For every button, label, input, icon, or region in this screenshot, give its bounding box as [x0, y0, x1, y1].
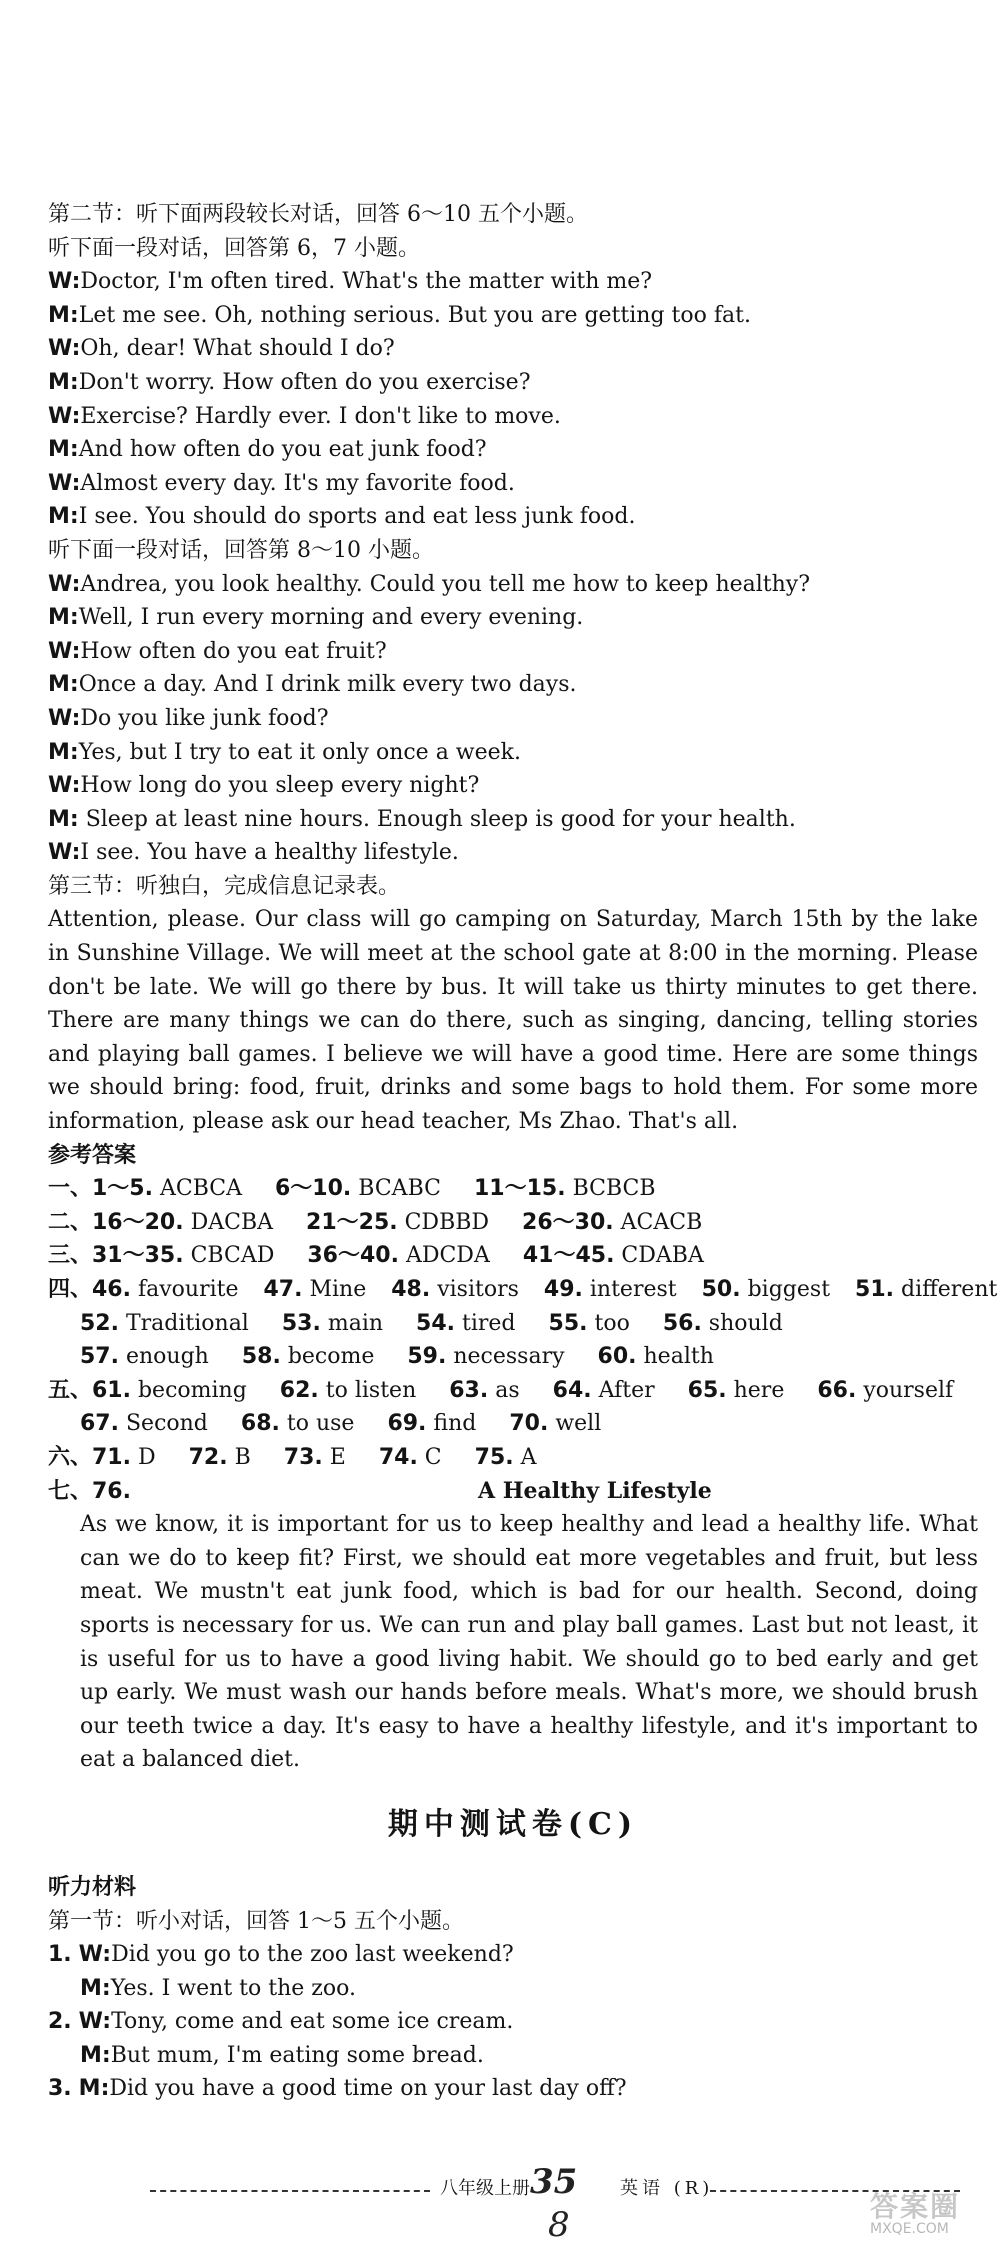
essay-body: As we know, it is important for us to keep healthy and lead a healthy life. What can we do to keep fit? First, we should eat more vegetables and fruit, but less meat. We mustn't eat junk food, which is bad for our health. Second, doing sports is necessary for us. We can run and play ball games. Last but not least, it is useful for us to have a good living habit. We should go to bed early and get up early. We must wash our hands before meals. What's more, we should brush our teeth twice a day. It's easy to have a healthy lifestyle, and it's important to eat a balanced diet. — [80, 1512, 978, 1773]
answer-value: Traditional — [118, 1310, 249, 1336]
speaker: M: — [78, 2076, 110, 2102]
dialog-line — [48, 668, 978, 702]
answer-value: Mine — [302, 1277, 367, 1302]
utterance: Yes. I went to the zoo. — [110, 1975, 356, 2001]
speaker: W: — [78, 1942, 112, 1968]
answer-value: tired — [455, 1310, 516, 1336]
monologue-text: Attention, please. Our class will go camping on Saturday, March 15th by the lake in Sunshine Village. We will meet at the school gate at 8:00 in the morning. Please don't be late. We will go there by bus. It will take us thirty minutes to get there. There are many things we can do there, such as singing, dancing, telling stories and playing ball games. I believe we will have a good time. Here are some things we should bring: food, fruit, drinks and some bags to hold them. For some more information, please ask our head teacher, Ms Zhao. That's all. — [48, 907, 978, 1135]
answer-value: C — [417, 1444, 442, 1470]
answer-value: After — [591, 1377, 655, 1403]
section1-header: 第一节：听小对话，回答 1～5 五个小题。 — [48, 1908, 464, 1934]
utterance: Tony, come and eat some ice cream. — [111, 2009, 514, 2035]
answer-row — [48, 1307, 978, 1341]
speaker: M: — [48, 672, 79, 698]
answer-row — [48, 1172, 978, 1206]
answer-value: becoming — [130, 1377, 247, 1403]
dialog-line — [48, 2039, 978, 2073]
dialog-line — [48, 265, 978, 299]
answer-row — [48, 1441, 978, 1475]
answer-value: ADCDA — [398, 1243, 490, 1269]
answer-key — [48, 1172, 998, 1474]
footer-grade: 八年级上册 — [440, 2178, 530, 2199]
answer-number: 四、46. — [48, 1277, 131, 1302]
speaker: W: — [48, 470, 81, 496]
answer-value: A — [513, 1444, 537, 1470]
utterance: Well, I run every morning and every evening. — [78, 605, 584, 631]
answer-number: 一、1～5. — [48, 1176, 153, 1202]
answer-number: 53. — [281, 1310, 321, 1336]
utterance: Once a day. And I drink milk every two days. — [78, 672, 577, 698]
answer-number: 54. — [416, 1310, 456, 1336]
answer-value: here — [726, 1377, 785, 1403]
answer-value: to use — [279, 1411, 355, 1437]
dialog-line — [48, 702, 978, 736]
dialog-line — [48, 568, 978, 602]
utterance: Did you have a good time on your last day off? — [109, 2076, 627, 2102]
speaker: M: — [48, 504, 79, 530]
answer-number: 26～30. — [522, 1209, 614, 1235]
answer-value: yourself — [856, 1377, 954, 1403]
answer-number: 58. — [241, 1344, 281, 1370]
utterance: Did you go to the zoo last weekend? — [111, 1942, 514, 1968]
answer-number: 62. — [279, 1377, 319, 1403]
dialog-line — [48, 1938, 978, 1972]
dialog-line — [48, 769, 978, 803]
answer-number: 72. — [188, 1444, 228, 1470]
answer-number: 二、16～20. — [48, 1209, 184, 1235]
answer-value: too — [587, 1310, 630, 1336]
answer-number: 41～45. — [522, 1243, 615, 1269]
document-page — [48, 198, 998, 2106]
answer-number: 21～25. — [306, 1209, 398, 1235]
speaker: M: — [48, 302, 79, 328]
answer-value: should — [701, 1310, 783, 1336]
utterance: How often do you eat fruit? — [80, 638, 387, 664]
item-number: 3. — [48, 2076, 72, 2102]
answer-value: BCBCB — [565, 1176, 656, 1202]
speaker: M: — [48, 437, 79, 463]
dialog-line — [48, 400, 978, 434]
dialog-line — [48, 332, 978, 366]
utterance: I see. You have a healthy lifestyle. — [80, 840, 459, 866]
answer-row — [48, 1206, 978, 1240]
dialog-line — [48, 433, 978, 467]
speaker: W: — [48, 571, 81, 597]
answer-number: 66. — [817, 1377, 857, 1403]
answer-value: visitors — [430, 1277, 519, 1302]
speaker: W: — [48, 269, 81, 295]
dialog-line — [48, 836, 978, 870]
answer-number: 6～10. — [275, 1176, 352, 1202]
answer-value: find — [426, 1411, 477, 1437]
dialog-line — [48, 2072, 978, 2106]
item-number: 2. — [48, 2009, 72, 2035]
watermark-url: MXQE.COM — [870, 2221, 949, 2237]
speaker: M: — [48, 605, 79, 631]
answer-number: 36～40. — [307, 1243, 399, 1269]
short-dialogs — [48, 1938, 978, 2106]
utterance: I see. You should do sports and eat less junk food. — [78, 504, 636, 530]
dialog-line — [48, 467, 978, 501]
answer-value: BCABC — [351, 1176, 441, 1202]
speaker: W: — [48, 336, 81, 362]
speaker: M: — [80, 2042, 111, 2068]
section3-header: 第三节：听独白，完成信息记录表。 — [48, 873, 401, 899]
speaker: W: — [48, 403, 81, 429]
essay-label: 七、76. — [48, 1478, 131, 1504]
answer-value: health — [636, 1344, 714, 1370]
answer-value: DACBA — [183, 1209, 274, 1235]
answer-value: CDABA — [614, 1243, 704, 1269]
dialog-line — [48, 2005, 978, 2039]
footer-divider-left — [150, 2190, 430, 2192]
utterance: But mum, I'm eating some bread. — [110, 2042, 484, 2068]
utterance: Almost every day. It's my favorite food. — [80, 470, 515, 496]
answer-number: 六、71. — [48, 1444, 131, 1470]
dialog1-intro: 听下面一段对话，回答第 6，7 小题。 — [48, 235, 420, 261]
answer-number: 74. — [378, 1444, 418, 1470]
speaker: M: — [80, 1975, 111, 2001]
handwritten-mark: 8 — [548, 2205, 570, 2245]
answer-number: 63. — [449, 1377, 489, 1403]
utterance: Sleep at least nine hours. Enough sleep is good for your health. — [78, 806, 796, 832]
dialog-line — [48, 299, 978, 333]
answer-number: 73. — [283, 1444, 323, 1470]
essay-heading — [48, 1475, 978, 1509]
utterance: How long do you sleep every night? — [80, 773, 480, 799]
answer-value: B — [227, 1444, 251, 1470]
watermark-brand: 答案圈 — [870, 2190, 961, 2223]
utterance: And how often do you eat junk food? — [78, 437, 487, 463]
answer-number: 59. — [407, 1344, 447, 1370]
test-title: 期中测试卷(C) — [387, 1806, 639, 1842]
answer-number: 47. — [263, 1277, 303, 1302]
dialog2 — [48, 568, 978, 870]
utterance: Doctor, I'm often tired. What's the matter with me? — [80, 269, 653, 295]
answer-value: as — [488, 1377, 520, 1403]
utterance: Oh, dear! What should I do? — [80, 336, 395, 362]
answer-value: main — [320, 1310, 384, 1336]
listening-label: 听力材料 — [48, 1874, 137, 1900]
utterance: Let me see. Oh, nothing serious. But you are getting too fat. — [78, 302, 751, 328]
dialog-line — [48, 500, 978, 534]
speaker: M: — [48, 806, 79, 832]
answer-row — [48, 1273, 998, 1307]
page-number: 35 — [530, 2162, 578, 2202]
answer-number: 65. — [687, 1377, 727, 1403]
answer-number: 11～15. — [473, 1176, 566, 1202]
speaker: W: — [48, 638, 81, 664]
page-footer — [150, 2162, 970, 2208]
answer-row — [48, 1239, 978, 1273]
answer-number: 60. — [597, 1344, 637, 1370]
answer-value: interest — [582, 1277, 677, 1302]
answer-value: ACACB — [613, 1209, 703, 1235]
answer-value: enough — [118, 1344, 209, 1370]
answer-value: different — [894, 1277, 998, 1302]
answer-value: well — [548, 1411, 602, 1437]
essay-title: A Healthy Lifestyle — [478, 1477, 712, 1504]
answer-value: D — [130, 1444, 156, 1470]
answer-value: Second — [118, 1411, 208, 1437]
answer-number: 55. — [548, 1310, 588, 1336]
answer-value: to listen — [318, 1377, 417, 1403]
answer-number: 70. — [509, 1411, 549, 1437]
utterance: Andrea, you look healthy. Could you tell me how to keep healthy? — [80, 571, 811, 597]
dialog1 — [48, 265, 978, 534]
speaker: W: — [48, 705, 81, 731]
speaker: M: — [48, 739, 79, 765]
answer-value: CBCAD — [183, 1243, 275, 1269]
answer-number: 69. — [387, 1411, 427, 1437]
answer-value: necessary — [446, 1344, 565, 1370]
section2-header: 第二节：听下面两段较长对话，回答 6～10 五个小题。 — [48, 202, 588, 227]
answer-value: become — [280, 1344, 375, 1370]
answer-number: 51. — [855, 1277, 895, 1302]
answer-number: 48. — [391, 1277, 431, 1302]
speaker: W: — [48, 773, 81, 799]
answer-number: 五、61. — [48, 1377, 131, 1403]
answer-value: biggest — [740, 1277, 831, 1302]
answer-number: 64. — [552, 1377, 592, 1403]
answer-number: 52. — [80, 1310, 119, 1336]
speaker: M: — [48, 369, 79, 395]
answer-row — [48, 1374, 978, 1408]
speaker: W: — [48, 840, 81, 866]
footer-subject: 英语 (R) — [620, 2178, 714, 2199]
dialog-line — [48, 635, 978, 669]
answer-number: 75. — [474, 1444, 514, 1470]
speaker: W: — [78, 2009, 112, 2035]
utterance: Exercise? Hardly ever. I don't like to move. — [80, 403, 561, 429]
dialog-line — [48, 1972, 978, 2006]
dialog2-intro: 听下面一段对话，回答第 8～10 小题。 — [48, 537, 434, 563]
answer-row — [48, 1340, 978, 1374]
watermark-logo — [870, 2185, 990, 2241]
answer-value: CDBBD — [397, 1209, 490, 1235]
answer-number: 50. — [701, 1277, 741, 1302]
answer-number: 49. — [543, 1277, 583, 1302]
utterance: Don't worry. How often do you exercise? — [78, 369, 531, 395]
dialog-line — [48, 803, 978, 837]
answer-number: 57. — [80, 1344, 119, 1370]
answer-value: ACBCA — [152, 1176, 242, 1202]
answer-value: favourite — [130, 1277, 239, 1302]
answer-number: 67. — [80, 1411, 119, 1437]
dialog-line — [48, 736, 978, 770]
utterance: Yes, but I try to eat it only once a week. — [78, 739, 522, 765]
answers-title: 参考答案 — [48, 1142, 137, 1168]
item-number: 1. — [48, 1942, 72, 1968]
utterance: Do you like junk food? — [80, 705, 329, 731]
answer-row — [48, 1407, 978, 1441]
answer-number: 三、31～35. — [48, 1243, 184, 1269]
answer-number: 68. — [240, 1411, 280, 1437]
answer-value: E — [322, 1444, 346, 1470]
dialog-line — [48, 366, 978, 400]
answer-number: 56. — [662, 1310, 702, 1336]
dialog-line — [48, 601, 978, 635]
